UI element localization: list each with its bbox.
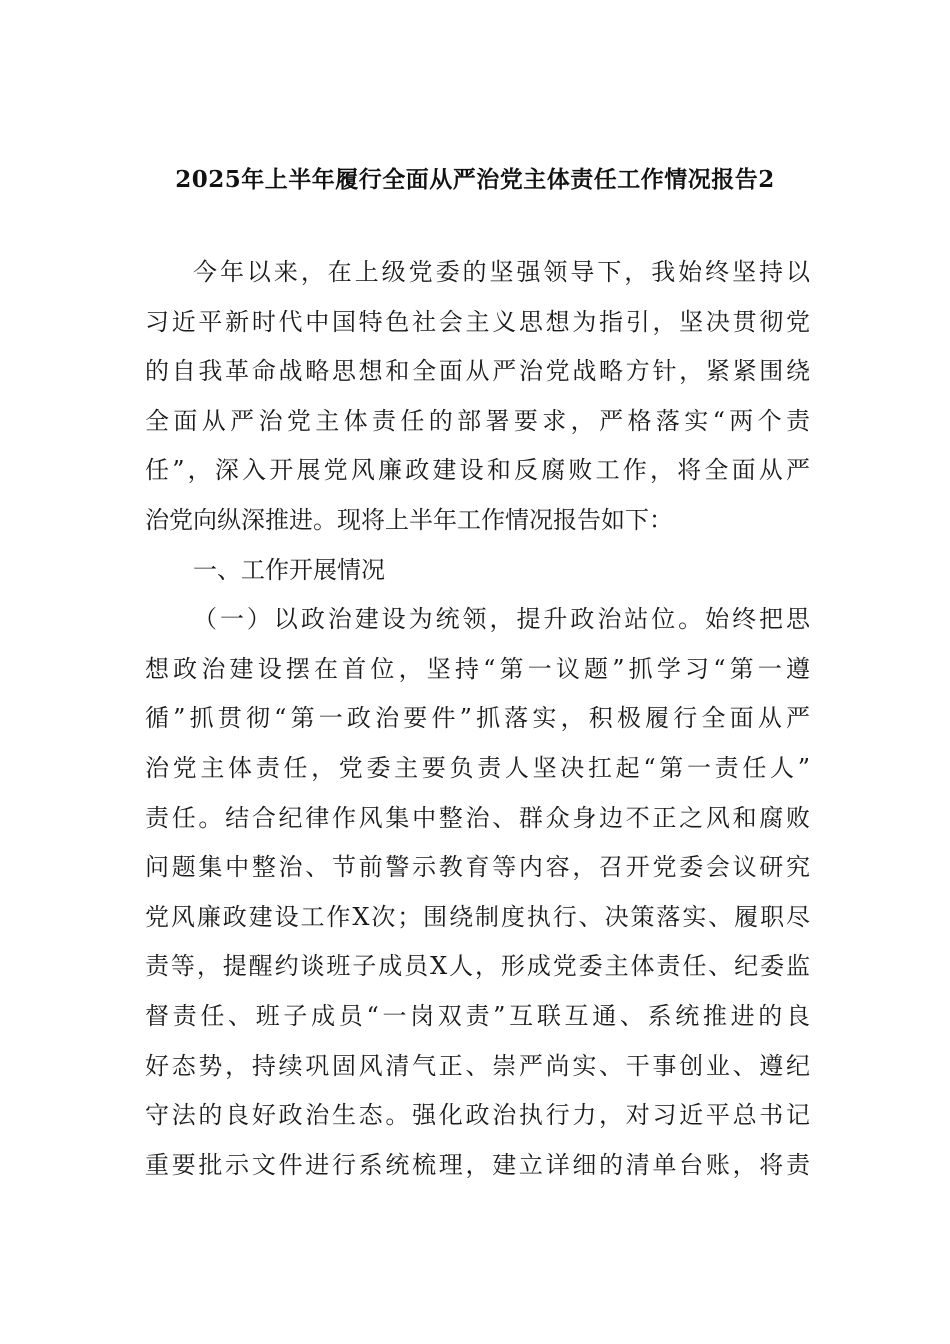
text-line: 任”，深入开展党风廉政建设和反腐败工作，将全面从严 (145, 456, 810, 485)
text-line: 今年以来，在上级党委的坚强领导下，我始终坚持以 (193, 258, 810, 286)
section-heading: 一、工作开展情况 (193, 555, 385, 584)
text-line: 想政治建设摆在首位，坚持“第一议题”抓学习“第一遵 (145, 654, 810, 683)
text-line: 责等，提醒约谈班子成员X人，形成党委主体责任、纪委监 (145, 952, 810, 981)
text-line: 治党向纵深推进。现将上半年工作情况报告如下： (145, 505, 673, 534)
text-line: 治党主体责任，党委主要负责人坚决扛起“第一责任人” (145, 753, 810, 782)
text-line: 习近平新时代中国特色社会主义思想为指引，坚决贯彻党 (145, 307, 810, 336)
document-body (145, 248, 810, 1190)
text-line: 全面从严治党主体责任的部署要求，严格落实“两个责 (145, 406, 810, 435)
text-line: 的自我革命战略思想和全面从严治党战略方针，紧紧围绕 (145, 357, 810, 386)
text-line: 责任。结合纪律作风集中整治、群众身边不正之风和腐败 (145, 803, 810, 832)
text-line: 问题集中整治、节前警示教育等内容，召开党委会议研究 (145, 853, 810, 882)
text-line: 督责任、班子成员“一岗双责”互联互通、系统推进的良 (145, 1001, 810, 1030)
text-line: 守法的良好政治生态。强化政治执行力，对习近平总书记 (145, 1101, 810, 1130)
text-line: 循”抓贯彻“第一政治要件”抓落实，积极履行全面从严 (145, 704, 810, 733)
document-title: 2025年上半年履行全面从严治党主体责任工作情况报告2 (175, 166, 775, 193)
text-line: 好态势，持续巩固风清气正、崇严尚实、干事创业、遵纪 (145, 1051, 810, 1080)
text-line: （一）以政治建设为统领，提升政治站位。始终把思 (193, 605, 810, 634)
text-line: 重要批示文件进行系统梳理，建立详细的清单台账，将责 (145, 1150, 810, 1179)
text-line: 党风廉政建设工作X次；围绕制度执行、决策落实、履职尽 (145, 902, 810, 931)
